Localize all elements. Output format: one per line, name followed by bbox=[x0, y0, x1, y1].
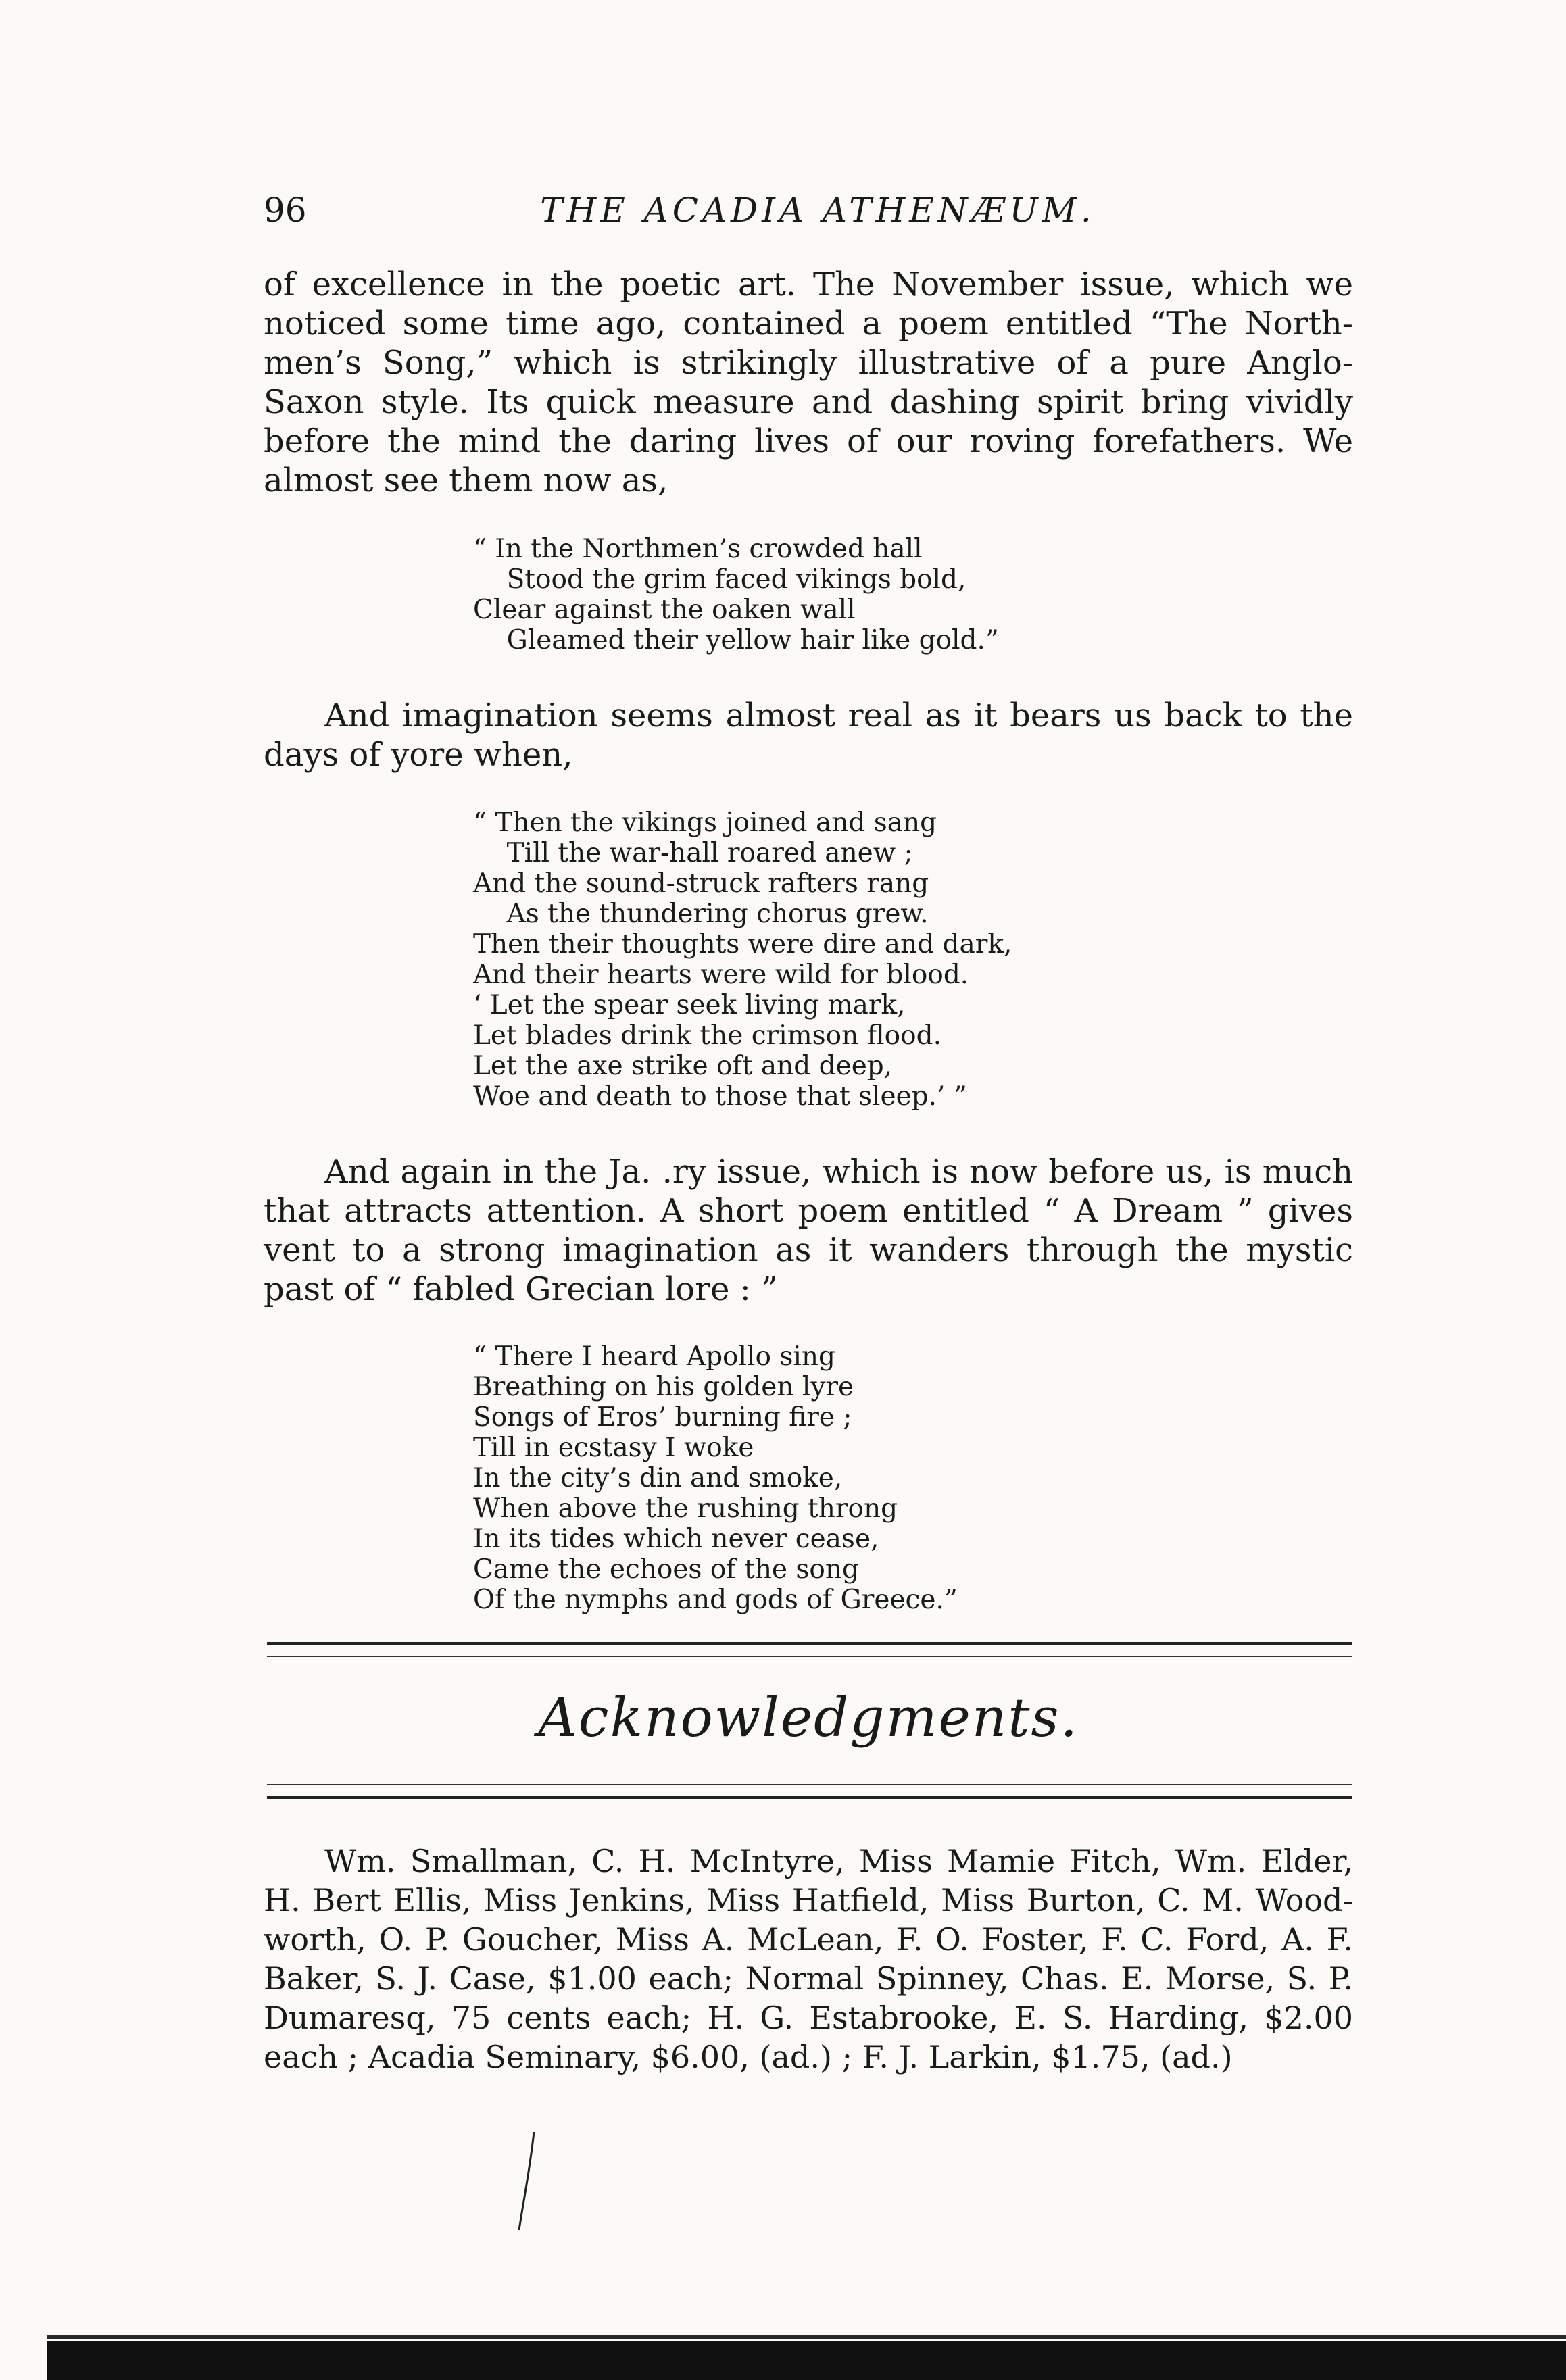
verse-line: Gleamed their yellow hair like gold.” bbox=[473, 625, 999, 655]
verse-line: Songs of Eros’ burning fire ; bbox=[473, 1402, 852, 1433]
section-rule-top bbox=[267, 1642, 1352, 1645]
verse-line: ‘ Let the spear seek living mark, bbox=[473, 990, 906, 1020]
verse-line: Then their thoughts were dire and dark, bbox=[473, 929, 1012, 960]
verse-line: Let blades drink the crimson flood. bbox=[473, 1020, 941, 1051]
verse-line: And the sound-struck rafters rang bbox=[473, 868, 929, 899]
scan-edge-bar bbox=[47, 2341, 1566, 2380]
scan-edge-line bbox=[47, 2335, 1566, 2339]
section-rule-bottom bbox=[267, 1796, 1352, 1799]
verse-line: And their hearts were wild for blood. bbox=[473, 960, 969, 990]
intro-paragraph: of excellence in the poetic art. The November issue, which we noticed some time ago, contained a poem entitled “The Northmen’s Song,” which is strikingly illustrative of a pure Anglo-Saxon style. Its quick measure and dashing spirit bring vividly before the mind the daring lives of our roving forefathers. We almost see them now as, bbox=[264, 266, 1353, 499]
verse-line: Let the axe strike oft and deep, bbox=[473, 1051, 893, 1081]
page-header bbox=[264, 191, 1372, 245]
acknowledgments-heading: Acknowledgments. bbox=[538, 1686, 1079, 1749]
section-rule-bottom-thin bbox=[267, 1784, 1352, 1785]
verse-line: Till in ecstasy I woke bbox=[473, 1433, 754, 1463]
verse-line: “ In the Northmen’s crowded hall bbox=[473, 534, 923, 564]
verse-line: As the thundering chorus grew. bbox=[473, 899, 929, 929]
pen-stroke-mark bbox=[514, 2129, 541, 2237]
verse-line: Clear against the oaken wall bbox=[473, 595, 856, 625]
verse-line: In its tides which never cease, bbox=[473, 1524, 879, 1554]
verse-line: Came the echoes of the song bbox=[473, 1554, 859, 1585]
verse-vikings-sang bbox=[473, 808, 1012, 1112]
page-number: 96 bbox=[264, 191, 307, 230]
paragraph-imagination: And imagination seems almost real as it bears us back to the days of yore when, bbox=[264, 697, 1353, 774]
verse-line: Woe and death to those that sleep.’ ” bbox=[473, 1081, 967, 1112]
verse-line: “ Then the vikings joined and sang bbox=[473, 808, 937, 838]
section-rule-top-thin bbox=[267, 1656, 1352, 1657]
acknowledgments-text: Wm. Smallman, C. H. McIntyre, Miss Mamie Fitch, Wm. Elder, H. Bert Ellis, Miss Jenkins, Miss Hatfield, Miss Burton, C. M. Woodworth, O. P. Goucher, Miss A. McLean, F. O. Foster, F. C. Ford, A. F. Baker, S. J. Case, $1.00 each; Normal Spinney, Chas. E. Morse, S. P. Dumaresq, 75 cents each; H. G. Estabrooke, E. S. Harding, $2.00 each ; Acadia Seminary, $6.00, (ad.) ; F. J. Larkin, $1.75, (ad.) bbox=[264, 1843, 1353, 2075]
running-title: THE ACADIA ATHENÆUM. bbox=[540, 191, 1096, 230]
verse-line: Of the nymphs and gods of Greece.” bbox=[473, 1585, 958, 1615]
verse-line: Breathing on his golden lyre bbox=[473, 1372, 854, 1402]
verse-line: When above the rushing throng bbox=[473, 1493, 898, 1524]
paragraph-january-issue: And again in the Ja. .ry issue, which is now before us, is much that attracts attention. A short poem entitled “ A Dream ” gives vent to a strong imagination as it wanders through the mystic past of “ fabled Grecian lore : ” bbox=[264, 1153, 1353, 1308]
verse-line: In the city’s din and smoke, bbox=[473, 1463, 843, 1493]
verse-line: Stood the grim faced vikings bold, bbox=[473, 564, 966, 595]
verse-line: Till the war-hall roared anew ; bbox=[473, 838, 913, 868]
verse-apollo-dream bbox=[473, 1341, 958, 1615]
verse-line: “ There I heard Apollo sing bbox=[473, 1341, 835, 1372]
verse-northmen-hall bbox=[473, 534, 999, 655]
